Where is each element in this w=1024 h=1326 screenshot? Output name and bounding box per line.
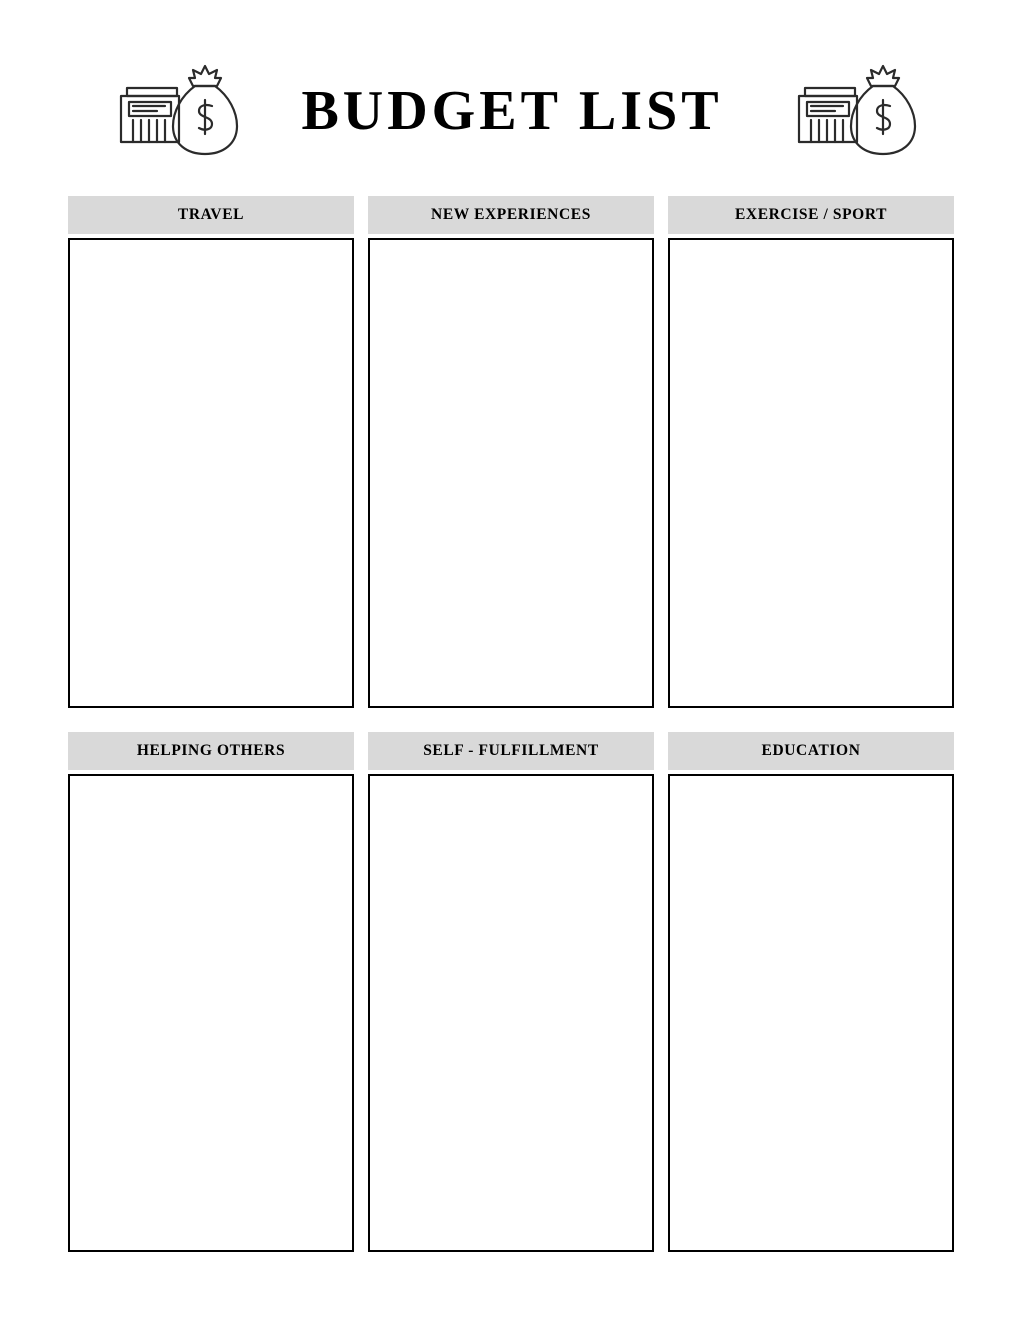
category-header-exercise-sport (668, 196, 954, 234)
page-header (0, 52, 1024, 170)
category-input-new-experiences[interactable] (370, 240, 652, 706)
category-box-travel[interactable] (68, 238, 354, 708)
category-input-helping-others[interactable] (70, 776, 352, 1250)
money-bag-and-cash-icon-left (107, 56, 239, 166)
category-label: SELF - FULFILLMENT (423, 742, 599, 759)
category-box-helping-others[interactable] (68, 774, 354, 1252)
category-header-new-experiences (368, 196, 654, 234)
category-header-travel (68, 196, 354, 234)
category-label: HELPING OTHERS (136, 742, 286, 759)
category-row-1 (68, 196, 956, 708)
category-input-travel[interactable] (70, 240, 352, 706)
budget-categories-grid (68, 196, 956, 1252)
category-header-helping-others (68, 732, 354, 770)
category-label: TRAVEL (177, 206, 245, 223)
category-box-new-experiences[interactable] (368, 238, 654, 708)
category-label: EXERCISE / SPORT (734, 206, 888, 223)
category-label: EDUCATION (761, 742, 861, 759)
money-bag-and-cash-icon-right (785, 56, 917, 166)
category-label: NEW EXPERIENCES (431, 206, 591, 223)
category-header-education (668, 732, 954, 770)
category-box-self-fulfillment[interactable] (368, 774, 654, 1252)
category-input-education[interactable] (670, 776, 952, 1250)
category-column-helping-others (68, 732, 354, 1252)
category-row-2 (68, 732, 956, 1252)
category-input-exercise-sport[interactable] (670, 240, 952, 706)
page-title: BUDGET LIST (301, 80, 723, 142)
category-box-exercise-sport[interactable] (668, 238, 954, 708)
category-column-exercise-sport (668, 196, 954, 708)
category-input-self-fulfillment[interactable] (370, 776, 652, 1250)
category-column-self-fulfillment (368, 732, 654, 1252)
category-column-new-experiences (368, 196, 654, 708)
category-box-education[interactable] (668, 774, 954, 1252)
category-header-self-fulfillment (368, 732, 654, 770)
category-column-education (668, 732, 954, 1252)
category-column-travel (68, 196, 354, 708)
